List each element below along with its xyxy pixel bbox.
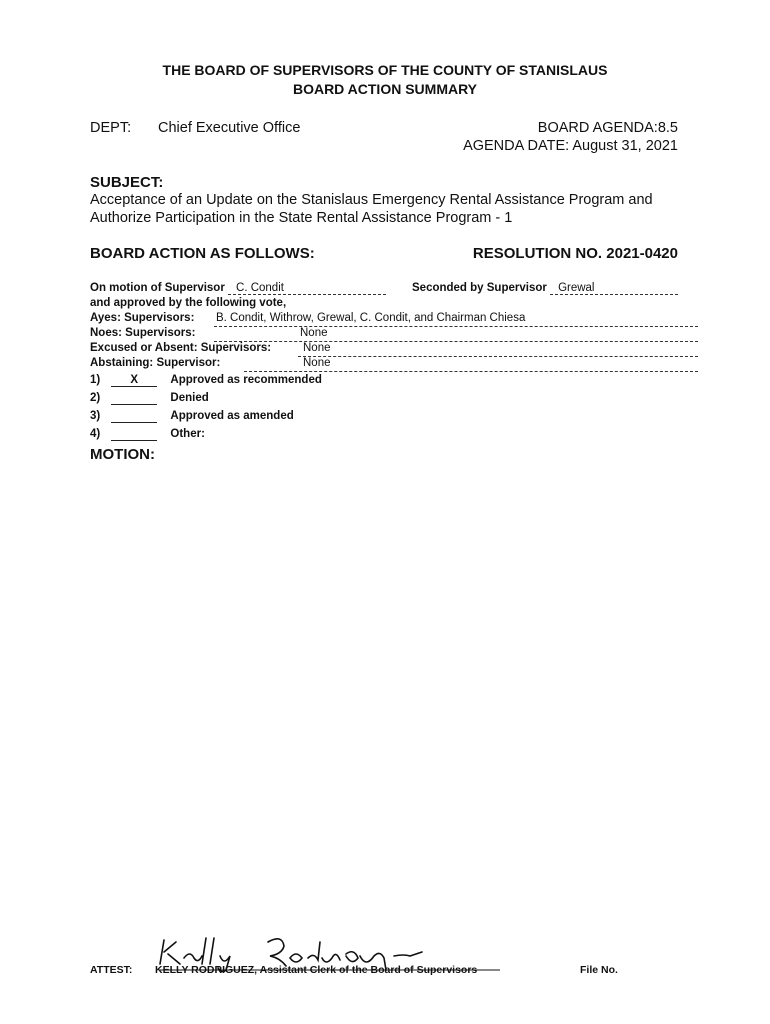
abstaining-label: Abstaining: Supervisor:	[90, 357, 221, 369]
seconded-label: Seconded by Supervisor	[412, 282, 547, 294]
abstaining-underline	[244, 371, 698, 372]
option-number: 1)	[90, 374, 101, 386]
option-number: 2)	[90, 392, 101, 404]
option-number: 4)	[90, 428, 101, 440]
option-number: 3)	[90, 410, 101, 422]
seconded-row	[412, 282, 678, 295]
option-label: Approved as amended	[170, 410, 294, 422]
abstaining-value: None	[303, 357, 331, 369]
dept-value: Chief Executive Office	[158, 120, 301, 136]
seconded-value: Grewal	[550, 282, 678, 295]
motion-label: On motion of Supervisor	[90, 282, 225, 294]
noes-label: Noes: Supervisors:	[90, 327, 196, 339]
attest-name: KELLY RODRIGUEZ, Assistant Clerk of the Board of Supervisors	[155, 964, 478, 976]
excused-value: None	[303, 342, 331, 354]
option-checkbox	[111, 428, 157, 441]
attest-label: ATTEST:	[90, 964, 133, 976]
option-label: Denied	[170, 392, 209, 404]
noes-underline	[214, 341, 698, 342]
document-title: THE BOARD OF SUPERVISORS OF THE COUNTY OF STANISLAUS	[162, 62, 608, 78]
subject-line-2: Authorize Participation in the State Rental Assistance Program - 1	[90, 210, 513, 226]
agenda-date: AGENDA DATE: August 31, 2021	[463, 138, 678, 154]
ayes-underline	[214, 326, 698, 327]
option-row-2	[90, 392, 209, 405]
option-checkbox	[111, 392, 157, 405]
board-action-heading: BOARD ACTION AS FOLLOWS:	[90, 245, 315, 262]
motion-row	[90, 282, 386, 295]
file-number-label: File No.	[580, 964, 618, 976]
ayes-value: B. Condit, Withrow, Grewal, C. Condit, and Chairman Chiesa	[216, 312, 526, 324]
excused-label: Excused or Absent: Supervisors:	[90, 342, 272, 354]
document-subtitle: BOARD ACTION SUMMARY	[292, 81, 478, 97]
option-checkbox: X	[111, 374, 157, 387]
option-row-3	[90, 410, 294, 423]
motion-value: C. Condit	[228, 282, 386, 295]
option-label: Approved as recommended	[170, 374, 322, 386]
option-row-1	[90, 374, 322, 387]
option-checkbox	[111, 410, 157, 423]
noes-value: None	[300, 327, 328, 339]
resolution-number: RESOLUTION NO. 2021-0420	[472, 245, 678, 262]
ayes-label: Ayes: Supervisors:	[90, 312, 195, 324]
subject-line-1: Acceptance of an Update on the Stanislaus Emergency Rental Assistance Program and	[90, 192, 653, 208]
approved-line: and approved by the following vote,	[90, 297, 287, 309]
dept-label: DEPT:	[90, 120, 132, 136]
option-label: Other:	[170, 428, 205, 440]
subject-label: SUBJECT:	[90, 174, 164, 191]
option-row-4	[90, 428, 205, 441]
motion-heading: MOTION:	[90, 446, 155, 463]
board-agenda: BOARD AGENDA:8.5	[537, 120, 678, 136]
excused-underline	[298, 356, 698, 357]
